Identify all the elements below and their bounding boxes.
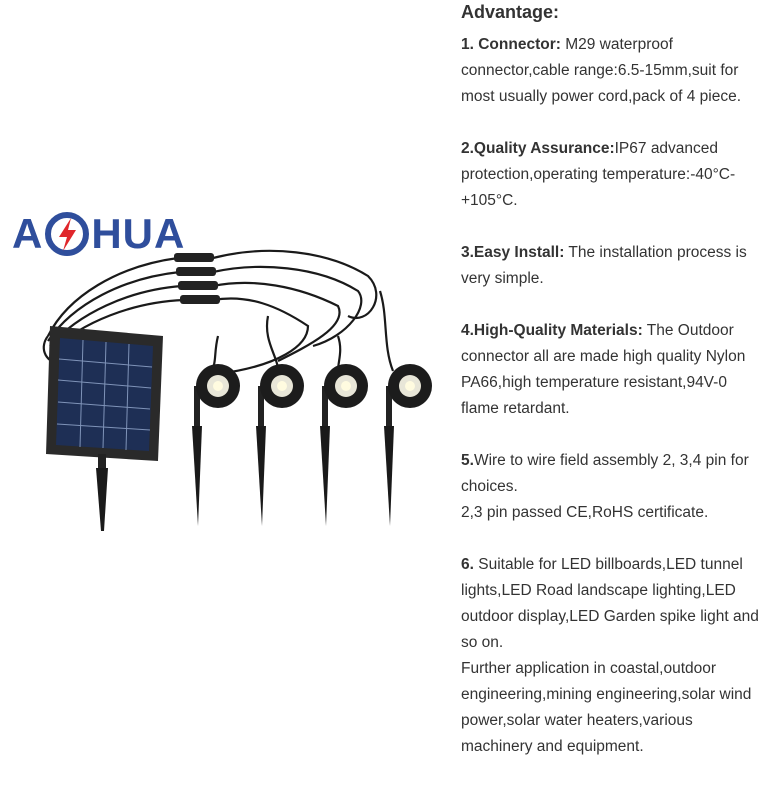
item-title: 3.Easy Install: — [461, 244, 565, 261]
item-text: Suitable for LED billboards,LED tunnel lights,LED Road landscape lighting,LED outdoor display,LED Garden spike light and so on. — [461, 556, 759, 651]
brand-logo — [12, 208, 185, 260]
item-text: IP67 advanced protection,operating temperature:-40°C-+105°C. — [461, 140, 736, 209]
advantage-item-3 — [461, 240, 761, 292]
logo-text-right: HUA — [91, 210, 186, 257]
advantage-item-5 — [461, 448, 761, 500]
item-text: M29 waterproof connector,cable range:6.5-15mm,suit for most usually power cord,pack of 4 piece. — [461, 36, 741, 105]
item-title: 4.High-Quality Materials: — [461, 322, 643, 339]
item-text: Wire to wire field assembly 2, 3,4 pin for choices. — [461, 452, 749, 495]
logo-text-left: A — [12, 210, 44, 257]
item-title: 1. Connector: — [461, 36, 561, 53]
advantage-section — [461, 0, 761, 760]
advantage-item-6-extra: Further application in coastal,outdoor engineering,mining engineering,solar wind power,solar water heaters,various machinery and equipment. — [461, 660, 752, 755]
item-title: 5. — [461, 452, 474, 469]
item-text: The installation process is very simple. — [461, 244, 747, 287]
advantage-heading: Advantage: — [461, 2, 560, 22]
advantage-item-2 — [461, 136, 761, 214]
advantage-item-5-extra: 2,3 pin passed CE,RoHS certificate. — [461, 504, 709, 521]
item-title: 6. — [461, 556, 474, 573]
advantage-item-4 — [461, 318, 761, 422]
item-title: 2.Quality Assurance: — [461, 140, 615, 157]
advantage-item-1 — [461, 32, 761, 110]
lightning-bolt-icon — [44, 211, 90, 257]
advantage-item-6 — [461, 552, 761, 656]
item-text: The Outdoor connector all are made high quality Nylon PA66,high temperature resistant,94V-0 flame retardant. — [461, 322, 746, 417]
